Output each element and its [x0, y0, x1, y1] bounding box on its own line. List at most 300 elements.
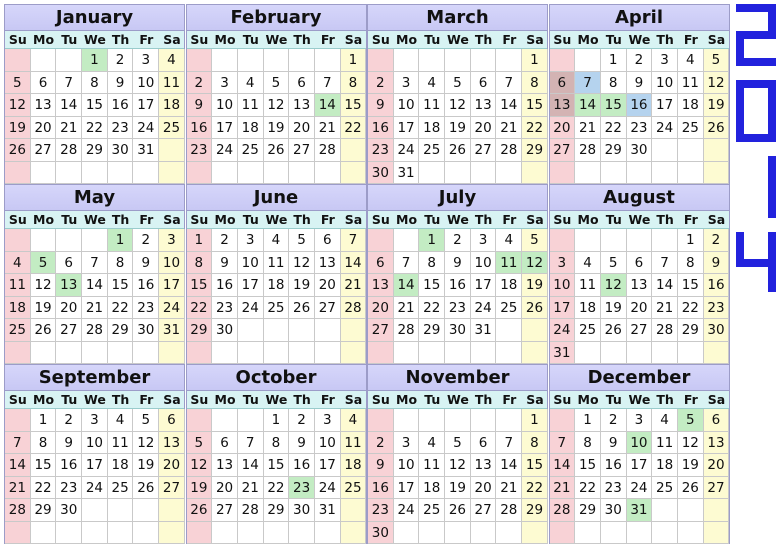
day-cell: 18	[678, 94, 704, 117]
day-cell: 19	[289, 274, 315, 297]
day-cell: 19	[5, 117, 31, 140]
day-cell: 24	[133, 117, 159, 140]
week-row	[187, 454, 366, 477]
empty-cell	[133, 522, 159, 545]
day-cell: 22	[575, 477, 601, 500]
week-row	[5, 432, 184, 455]
day-cell: 10	[315, 432, 341, 455]
day-cell: 5	[678, 409, 704, 432]
day-cell: 8	[264, 432, 290, 455]
month-title: March	[368, 5, 547, 31]
empty-cell	[289, 162, 315, 185]
empty-cell	[550, 49, 576, 72]
day-cell: 9	[133, 252, 159, 275]
day-cell: 7	[315, 72, 341, 95]
day-cell: 29	[264, 499, 290, 522]
day-cell: 20	[159, 454, 185, 477]
day-cell: 3	[133, 49, 159, 72]
day-cell: 25	[341, 477, 367, 500]
day-cell: 30	[368, 162, 394, 185]
day-cell: 27	[704, 477, 730, 500]
week-row	[550, 342, 729, 365]
day-cell: 10	[159, 252, 185, 275]
day-cell: 2	[627, 49, 653, 72]
week-row	[550, 409, 729, 432]
day-cell: 23	[368, 139, 394, 162]
day-cell: 10	[550, 274, 576, 297]
month-title: June	[187, 185, 366, 211]
empty-cell	[315, 49, 341, 72]
weekday-label: We	[83, 212, 106, 227]
day-cell: 18	[419, 477, 445, 500]
day-cell: 9	[368, 94, 394, 117]
week-row	[187, 342, 366, 365]
day-cell: 8	[522, 432, 548, 455]
day-cell: 16	[187, 117, 213, 140]
weekday-label: We	[628, 392, 651, 407]
day-cell: 14	[496, 454, 522, 477]
day-cell: 19	[31, 297, 57, 320]
empty-cell	[238, 49, 264, 72]
day-cell: 28	[315, 139, 341, 162]
weekday-label: Th	[656, 212, 674, 227]
empty-cell	[704, 522, 730, 545]
week-row	[187, 522, 366, 545]
weekday-label: Mo	[214, 392, 236, 407]
empty-cell	[419, 162, 445, 185]
weekday-label: Fr	[139, 392, 154, 407]
day-cell: 10	[394, 454, 420, 477]
empty-cell	[341, 499, 367, 522]
weekday-label: Sa	[163, 32, 181, 47]
day-cell: 14	[315, 94, 341, 117]
empty-cell	[187, 162, 213, 185]
day-cell: 14	[56, 94, 82, 117]
week-row	[550, 522, 729, 545]
day-cell: 23	[368, 499, 394, 522]
day-cell: 7	[550, 432, 576, 455]
empty-cell	[187, 49, 213, 72]
day-cell: 6	[212, 432, 238, 455]
day-cell: 20	[471, 477, 497, 500]
day-cell: 8	[108, 252, 134, 275]
empty-cell	[627, 229, 653, 252]
day-cell: 1	[187, 229, 213, 252]
day-cell: 4	[652, 409, 678, 432]
day-cell: 25	[5, 319, 31, 342]
empty-cell	[315, 342, 341, 365]
day-cell: 23	[704, 297, 730, 320]
empty-cell	[652, 162, 678, 185]
month-july	[367, 184, 548, 364]
weekday-label: We	[628, 212, 651, 227]
day-cell: 23	[108, 117, 134, 140]
day-cell: 21	[550, 477, 576, 500]
day-cell: 27	[212, 499, 238, 522]
weekday-label: Mo	[396, 32, 418, 47]
empty-cell	[550, 162, 576, 185]
week-row	[5, 117, 184, 140]
weekday-header	[187, 391, 366, 409]
empty-cell	[652, 522, 678, 545]
day-cell: 23	[289, 477, 315, 500]
weekday-label: Sa	[163, 392, 181, 407]
day-cell: 8	[31, 432, 57, 455]
day-cell: 24	[238, 297, 264, 320]
day-cell: 12	[187, 454, 213, 477]
empty-cell	[31, 522, 57, 545]
day-cell: 12	[445, 94, 471, 117]
day-cell: 25	[238, 139, 264, 162]
day-cell: 29	[187, 319, 213, 342]
weekday-label: Sa	[526, 212, 544, 227]
week-row	[5, 499, 184, 522]
day-cell: 11	[238, 94, 264, 117]
week-row	[5, 229, 184, 252]
day-cell: 24	[550, 319, 576, 342]
weekday-header	[550, 391, 729, 409]
day-cell: 8	[601, 72, 627, 95]
empty-cell	[601, 229, 627, 252]
empty-cell	[56, 229, 82, 252]
day-cell: 1	[522, 409, 548, 432]
digit-segment	[736, 111, 744, 142]
empty-cell	[627, 342, 653, 365]
week-row	[368, 297, 547, 320]
day-cell: 12	[5, 94, 31, 117]
day-cell: 3	[238, 229, 264, 252]
day-cell: 24	[159, 297, 185, 320]
day-cell: 19	[704, 94, 730, 117]
day-cell: 13	[289, 94, 315, 117]
day-cell: 1	[264, 409, 290, 432]
empty-cell	[341, 522, 367, 545]
week-row	[368, 342, 547, 365]
day-cell: 23	[133, 297, 159, 320]
day-cell: 17	[471, 274, 497, 297]
day-cell: 13	[315, 252, 341, 275]
empty-cell	[368, 49, 394, 72]
empty-cell	[5, 522, 31, 545]
week-row	[368, 454, 547, 477]
week-row	[368, 274, 547, 297]
weekday-label: Su	[190, 212, 209, 227]
week-row	[550, 499, 729, 522]
day-cell: 2	[187, 72, 213, 95]
day-cell: 4	[264, 229, 290, 252]
day-cell: 2	[133, 229, 159, 252]
day-cell: 28	[575, 139, 601, 162]
day-cell: 9	[289, 432, 315, 455]
empty-cell	[652, 139, 678, 162]
weekday-label: Mo	[214, 32, 236, 47]
day-cell: 18	[108, 454, 134, 477]
day-cell: 29	[82, 139, 108, 162]
day-cell: 28	[82, 319, 108, 342]
empty-cell	[550, 229, 576, 252]
week-row	[187, 72, 366, 95]
day-cell: 7	[5, 432, 31, 455]
empty-cell	[187, 522, 213, 545]
day-cell: 23	[187, 139, 213, 162]
day-cell: 3	[212, 72, 238, 95]
day-cell: 1	[31, 409, 57, 432]
day-cell: 25	[419, 139, 445, 162]
empty-cell	[471, 49, 497, 72]
weekday-label: Fr	[683, 212, 698, 227]
day-cell: 18	[159, 94, 185, 117]
empty-cell	[704, 162, 730, 185]
day-cell: 22	[31, 477, 57, 500]
day-cell: 30	[368, 522, 394, 545]
day-cell: 15	[522, 454, 548, 477]
empty-cell	[133, 342, 159, 365]
day-cell: 26	[289, 297, 315, 320]
weekday-header	[550, 31, 729, 49]
day-cell: 14	[496, 94, 522, 117]
empty-cell	[445, 162, 471, 185]
empty-cell	[212, 409, 238, 432]
weekday-label: Fr	[683, 32, 698, 47]
empty-cell	[238, 342, 264, 365]
day-cell: 17	[627, 454, 653, 477]
day-cell: 1	[601, 49, 627, 72]
empty-cell	[445, 522, 471, 545]
weekday-label: Th	[111, 32, 130, 47]
day-cell: 23	[56, 477, 82, 500]
day-cell: 28	[5, 499, 31, 522]
digit-segment	[768, 187, 776, 218]
day-cell: 15	[264, 454, 290, 477]
day-cell: 8	[82, 72, 108, 95]
day-cell: 4	[678, 49, 704, 72]
day-cell: 26	[445, 139, 471, 162]
day-cell: 8	[419, 252, 445, 275]
day-cell: 31	[550, 342, 576, 365]
weekday-label: Su	[8, 212, 27, 227]
day-cell: 6	[56, 252, 82, 275]
empty-cell	[678, 139, 704, 162]
weekday-label: Su	[8, 32, 27, 47]
week-row	[5, 162, 184, 185]
day-cell: 14	[5, 454, 31, 477]
empty-cell	[212, 162, 238, 185]
month-august	[549, 184, 730, 364]
day-cell: 10	[471, 252, 497, 275]
day-cell: 14	[341, 252, 367, 275]
empty-cell	[289, 522, 315, 545]
day-cell: 5	[522, 229, 548, 252]
day-cell: 21	[341, 274, 367, 297]
day-cell: 25	[108, 477, 134, 500]
day-cell: 28	[238, 499, 264, 522]
day-cell: 15	[108, 274, 134, 297]
empty-cell	[82, 499, 108, 522]
day-cell: 17	[394, 477, 420, 500]
empty-cell	[522, 162, 548, 185]
week-row	[368, 162, 547, 185]
week-row	[550, 477, 729, 500]
weekday-label: Sa	[526, 32, 544, 47]
day-cell: 11	[652, 432, 678, 455]
day-cell: 25	[264, 297, 290, 320]
weekday-label: Fr	[683, 392, 698, 407]
day-cell: 15	[419, 274, 445, 297]
week-row	[5, 297, 184, 320]
week-row	[5, 342, 184, 365]
empty-cell	[471, 342, 497, 365]
empty-cell	[341, 319, 367, 342]
weekday-label: Sa	[163, 212, 181, 227]
week-row	[550, 139, 729, 162]
day-cell: 18	[496, 274, 522, 297]
month-january	[4, 4, 185, 184]
day-cell: 19	[601, 297, 627, 320]
weekday-label: Mo	[214, 212, 236, 227]
empty-cell	[394, 409, 420, 432]
week-row	[187, 117, 366, 140]
week-row	[187, 477, 366, 500]
weekday-label: Th	[656, 392, 674, 407]
week-row	[5, 49, 184, 72]
weekday-label: Su	[371, 32, 390, 47]
weekday-label: We	[446, 32, 469, 47]
day-cell: 27	[368, 319, 394, 342]
day-cell: 17	[394, 117, 420, 140]
week-row	[550, 162, 729, 185]
day-cell: 4	[341, 409, 367, 432]
day-cell: 12	[601, 274, 627, 297]
empty-cell	[496, 319, 522, 342]
day-cell: 6	[550, 72, 576, 95]
day-cell: 30	[627, 139, 653, 162]
empty-cell	[704, 342, 730, 365]
month-december	[549, 364, 730, 544]
empty-cell	[678, 342, 704, 365]
day-cell: 19	[133, 454, 159, 477]
empty-cell	[31, 229, 57, 252]
day-cell: 14	[238, 454, 264, 477]
weekday-label: Fr	[320, 32, 335, 47]
day-cell: 14	[652, 274, 678, 297]
day-cell: 13	[56, 274, 82, 297]
day-cell: 5	[445, 432, 471, 455]
day-cell: 10	[394, 94, 420, 117]
week-row	[368, 139, 547, 162]
week-row	[368, 117, 547, 140]
day-cell: 28	[496, 139, 522, 162]
day-cell: 20	[471, 117, 497, 140]
day-cell: 17	[652, 94, 678, 117]
empty-cell	[471, 162, 497, 185]
weekday-label: Su	[8, 392, 27, 407]
day-cell: 22	[678, 297, 704, 320]
empty-cell	[82, 162, 108, 185]
month-february	[186, 4, 367, 184]
month-title: February	[187, 5, 366, 31]
day-cell: 28	[56, 139, 82, 162]
day-cell: 6	[31, 72, 57, 95]
weekday-header	[368, 391, 547, 409]
day-cell: 14	[550, 454, 576, 477]
weekday-label: Tu	[605, 32, 622, 47]
week-row	[5, 477, 184, 500]
weekday-label: Th	[293, 32, 311, 47]
empty-cell	[212, 522, 238, 545]
empty-cell	[82, 522, 108, 545]
day-cell: 31	[159, 319, 185, 342]
empty-cell	[289, 342, 315, 365]
weekday-label: Tu	[605, 212, 622, 227]
day-cell: 7	[652, 252, 678, 275]
empty-cell	[496, 162, 522, 185]
day-cell: 8	[341, 72, 367, 95]
weekday-header	[5, 211, 184, 229]
empty-cell	[31, 49, 57, 72]
weekday-label: We	[265, 32, 288, 47]
digit-segment	[768, 156, 776, 187]
day-cell: 29	[678, 319, 704, 342]
month-october	[186, 364, 367, 544]
day-cell: 9	[212, 252, 238, 275]
day-cell: 19	[445, 477, 471, 500]
digit-segment	[768, 232, 776, 263]
day-cell: 18	[238, 117, 264, 140]
week-row	[368, 477, 547, 500]
calendar-grid	[4, 4, 730, 544]
month-title: December	[550, 365, 729, 391]
day-cell: 24	[627, 477, 653, 500]
day-cell: 13	[31, 94, 57, 117]
week-row	[550, 229, 729, 252]
week-row	[550, 94, 729, 117]
day-cell: 16	[627, 94, 653, 117]
weekday-label: Tu	[605, 392, 622, 407]
day-cell: 9	[187, 94, 213, 117]
day-cell: 26	[31, 319, 57, 342]
day-cell: 14	[394, 274, 420, 297]
day-cell: 15	[601, 94, 627, 117]
day-cell: 25	[575, 319, 601, 342]
empty-cell	[341, 139, 367, 162]
day-cell: 5	[601, 252, 627, 275]
day-cell: 30	[133, 319, 159, 342]
day-cell: 9	[368, 454, 394, 477]
day-cell: 5	[289, 229, 315, 252]
weekday-label: Th	[293, 212, 311, 227]
day-cell: 17	[238, 274, 264, 297]
empty-cell	[5, 49, 31, 72]
weekday-label: Sa	[707, 32, 726, 47]
day-cell: 24	[394, 499, 420, 522]
week-row	[187, 139, 366, 162]
weekday-label: Mo	[33, 392, 55, 407]
empty-cell	[133, 499, 159, 522]
empty-cell	[56, 162, 82, 185]
day-cell: 15	[522, 94, 548, 117]
day-cell: 1	[341, 49, 367, 72]
day-cell: 25	[496, 297, 522, 320]
weekday-header	[550, 211, 729, 229]
day-cell: 13	[550, 94, 576, 117]
empty-cell	[159, 342, 185, 365]
weekday-label: We	[446, 392, 469, 407]
month-title: July	[368, 185, 547, 211]
empty-cell	[704, 499, 730, 522]
empty-cell	[704, 139, 730, 162]
empty-cell	[238, 319, 264, 342]
week-row	[550, 297, 729, 320]
